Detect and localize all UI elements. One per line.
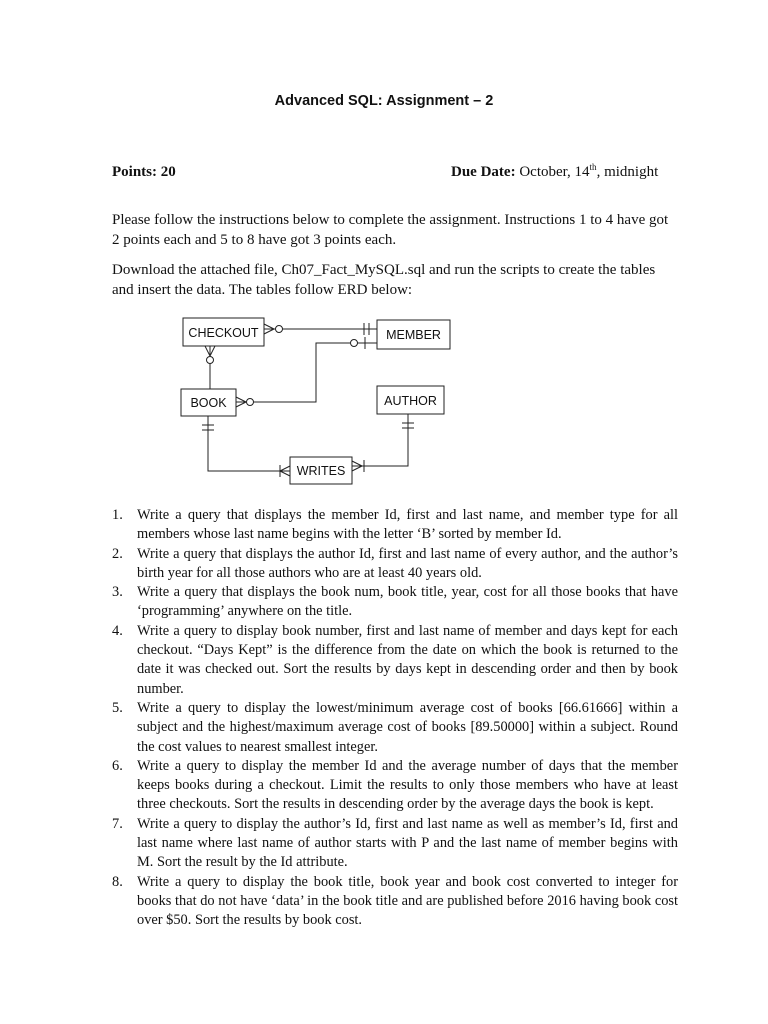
entity-author: [377, 386, 444, 414]
question-text: Write a query that displays the book num, book title, year, cost for all those books that have ‘programming’ anywhere on the title.: [137, 584, 678, 620]
question-number: 6.: [112, 757, 123, 774]
crowfoot-mark: [280, 471, 290, 476]
question-text: Write a query to display the member Id and the average number of days that the member keeps books during a checkout. Limit the results to only those members who have at least three checkouts. Sort the results in descending order by the average days the book is kept.: [137, 757, 678, 813]
zero-circle-mark: [207, 357, 214, 364]
page-title: Advanced SQL: Assignment – 2: [274, 93, 494, 109]
question-text: Write a query to display the lowest/minimum average cost of books [66.61666] within a subject and the highest/maximum average cost of books [89.50000] within a subject. Round the cost values to nearest smallest integer.: [137, 699, 678, 755]
question-item: [112, 815, 678, 873]
question-number: 7.: [112, 815, 123, 832]
points-label: Points: 20: [112, 164, 176, 180]
crowfoot-mark: [264, 329, 274, 334]
download-paragraph: Download the attached file, Ch07_Fact_MySQL.sql and run the scripts to create the tables and insert the data. The tables follow ERD below:: [112, 262, 656, 298]
crowfoot-mark: [280, 466, 290, 471]
question-item: [112, 622, 678, 699]
erd-diagram: [0, 0, 768, 500]
question-number: 5.: [112, 699, 123, 716]
question-item: [112, 757, 678, 815]
question-item: [112, 699, 678, 757]
question-number: 8.: [112, 873, 123, 890]
zero-circle-mark: [276, 326, 283, 333]
crowfoot-mark: [205, 346, 210, 356]
question-item: [112, 545, 678, 584]
crowfoot-mark: [352, 461, 362, 466]
due-date-label: Due Date:: [451, 164, 516, 180]
rel-book-member: [236, 337, 377, 407]
entity-book: [181, 389, 236, 416]
question-text: Write a query that displays the author Id, first and last name of every author, and the author’s birth year for all those authors who are at least 40 years old.: [137, 545, 678, 581]
entity-member: [377, 320, 450, 349]
entity-checkout-label: CHECKOUT: [188, 326, 259, 340]
question-item: [112, 583, 678, 622]
question-list: [112, 506, 678, 931]
question-number: 4.: [112, 622, 123, 639]
question-number: 2.: [112, 545, 123, 562]
intro-paragraph: Please follow the instructions below to complete the assignment. Instructions 1 to 4 have got 2 points each and 5 to 8 have got 3 points each.: [112, 212, 669, 248]
due-date-text: October, 14: [515, 164, 590, 180]
crowfoot-mark: [236, 402, 246, 407]
zero-circle-mark: [247, 399, 254, 406]
question-text: Write a query to display the author’s Id, first and last name as well as member’s Id, first and last name where last name of author starts with P and the last name of member begins with M. Sort the result by the Id attribute.: [137, 815, 678, 871]
entity-checkout: [183, 318, 264, 346]
due-date-time: , midnight: [596, 164, 659, 180]
crowfoot-mark: [236, 397, 246, 402]
question-number: 1.: [112, 507, 123, 523]
rel-book-member-line: [236, 343, 377, 402]
rel-checkout-member: [264, 323, 377, 335]
question-number: 3.: [112, 584, 123, 601]
rel-author-writes-line: [352, 414, 408, 466]
crowfoot-mark: [264, 324, 274, 329]
rel-book-writes: [202, 416, 290, 477]
crowfoot-mark: [352, 466, 362, 471]
due-date-sup: th: [589, 162, 597, 172]
question-text: Write a query that displays the member Id, first and last name, and member type for all members whose last name begins with the letter ‘B’ sorted by member Id.: [137, 507, 678, 543]
entity-writes: [290, 457, 352, 484]
question-item: [112, 873, 678, 931]
question-text: Write a query to display book number, first and last name of member and days kept for each checkout. “Days Kept” is the difference from the date on which the book is returned to the date it was checked out. Sort the results by days kept in descending order and then by book number.: [137, 622, 678, 697]
rel-checkout-book: [205, 346, 215, 389]
crowfoot-mark: [210, 346, 215, 356]
question-item: [112, 506, 678, 545]
entity-member-label: MEMBER: [386, 328, 441, 342]
rel-author-writes: [352, 414, 414, 472]
entity-author-label: AUTHOR: [384, 394, 437, 408]
question-text: Write a query to display the book title, book year and book cost converted to integer for books that do not have ‘data’ in the book title and are published before 2016 having book cost over $50. Sort the results by book cost.: [137, 873, 678, 929]
entity-writes-label: WRITES: [296, 464, 346, 478]
entity-book-label: BOOK: [190, 396, 227, 410]
rel-book-writes-line: [208, 416, 290, 471]
zero-circle-mark: [351, 340, 358, 347]
